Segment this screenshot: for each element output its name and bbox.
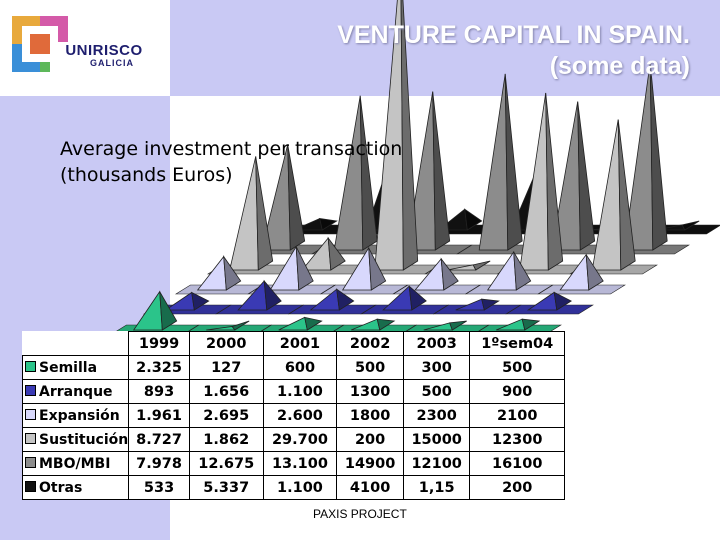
legend-entry [23, 452, 129, 476]
slide-title-line2: (some data) [549, 52, 690, 80]
chart-title [60, 136, 402, 188]
table-cell: 13.100 [263, 452, 337, 476]
table-cell: 1.656 [189, 380, 263, 404]
area-peak [415, 259, 444, 290]
table-cell: 14900 [337, 452, 404, 476]
table-cell: 12300 [470, 428, 565, 452]
table-cell: 29.700 [263, 428, 337, 452]
legend-label: Semilla [39, 359, 98, 376]
column-header: 2003 [403, 332, 470, 356]
table-cell: 2.695 [189, 404, 263, 428]
area-peak [528, 292, 557, 310]
table-cell: 533 [129, 476, 190, 500]
table-row [23, 452, 565, 476]
legend-swatch [25, 481, 36, 492]
legend-label: Arranque [39, 383, 113, 400]
chart-title-line1: Average investment per transaction [60, 138, 403, 160]
footer-text: PAXIS PROJECT [313, 507, 407, 521]
table-cell: 200 [470, 476, 565, 500]
table-cell: 1800 [337, 404, 404, 428]
table-cell: 893 [129, 380, 190, 404]
legend-label: Expansión [39, 407, 120, 424]
table-cell: 1.100 [263, 476, 337, 500]
table-cell: 2300 [403, 404, 470, 428]
legend-swatch [25, 409, 36, 420]
area-peak [279, 317, 308, 330]
column-header: 1999 [129, 332, 190, 356]
table-row [23, 356, 565, 380]
table-cell: 16100 [470, 452, 565, 476]
legend-swatch [25, 361, 36, 372]
area-peak [520, 93, 549, 270]
area-peak [351, 319, 380, 330]
table-cell: 2.600 [263, 404, 337, 428]
table-row [23, 476, 565, 500]
column-header: 2002 [337, 332, 404, 356]
area-peak [456, 299, 485, 310]
data-table [22, 331, 565, 500]
area-peak-side [578, 102, 595, 250]
table-corner [23, 332, 129, 356]
table-cell: 500 [337, 356, 404, 380]
table-cell: 7.978 [129, 452, 190, 476]
table-cell: 15000 [403, 428, 470, 452]
table-cell: 12.675 [189, 452, 263, 476]
table-cell: 4100 [337, 476, 404, 500]
area-peak [479, 74, 508, 250]
area-peak-side [546, 93, 563, 270]
table-row [23, 428, 565, 452]
table-cell: 5.337 [189, 476, 263, 500]
slide-title [337, 20, 690, 82]
legend-swatch [25, 433, 36, 444]
area-peak-side [650, 62, 667, 250]
area-peak-side [505, 74, 522, 250]
legend-entry [23, 404, 129, 428]
area-peak [198, 257, 227, 290]
legend-label: Sustitución [39, 431, 129, 448]
legend-label: MBO/MBI [39, 455, 111, 472]
table-cell: 200 [337, 428, 404, 452]
area-peak [496, 319, 525, 330]
table-cell: 2.325 [129, 356, 190, 380]
column-header: 1ºsem04 [470, 332, 565, 356]
area-peak [134, 292, 163, 330]
logo-main-text: UNIRISCO [65, 42, 143, 59]
area-peak [166, 292, 195, 310]
table-cell: 900 [470, 380, 565, 404]
table-cell: 500 [470, 356, 565, 380]
column-header: 2001 [263, 332, 337, 356]
table-cell: 300 [403, 356, 470, 380]
table-cell: 600 [263, 356, 337, 380]
table-cell: 8.727 [129, 428, 190, 452]
area-peak [592, 120, 621, 270]
table-cell: 2100 [470, 404, 565, 428]
table-header-row [23, 332, 565, 356]
table-cell: 1300 [337, 380, 404, 404]
table-cell: 1,15 [403, 476, 470, 500]
chart-title-line2: (thousands Euros) [60, 164, 233, 186]
legend-entry [23, 428, 129, 452]
table-cell: 1.100 [263, 380, 337, 404]
table-cell: 127 [189, 356, 263, 380]
legend-entry [23, 476, 129, 500]
logo-sub-text: GALICIA [90, 58, 134, 68]
legend-entry [23, 356, 129, 380]
slide-title-line1: VENTURE CAPITAL IN SPAIN. [337, 21, 690, 49]
column-header: 2000 [189, 332, 263, 356]
legend-entry [23, 380, 129, 404]
table-row [23, 380, 565, 404]
table-row [23, 404, 565, 428]
table-cell: 1.961 [129, 404, 190, 428]
legend-label: Otras [39, 479, 83, 496]
area-peak-side [433, 92, 450, 250]
table-cell: 12100 [403, 452, 470, 476]
legend-swatch [25, 385, 36, 396]
table-cell: 500 [403, 380, 470, 404]
table-cell: 1.862 [189, 428, 263, 452]
legend-swatch [25, 457, 36, 468]
